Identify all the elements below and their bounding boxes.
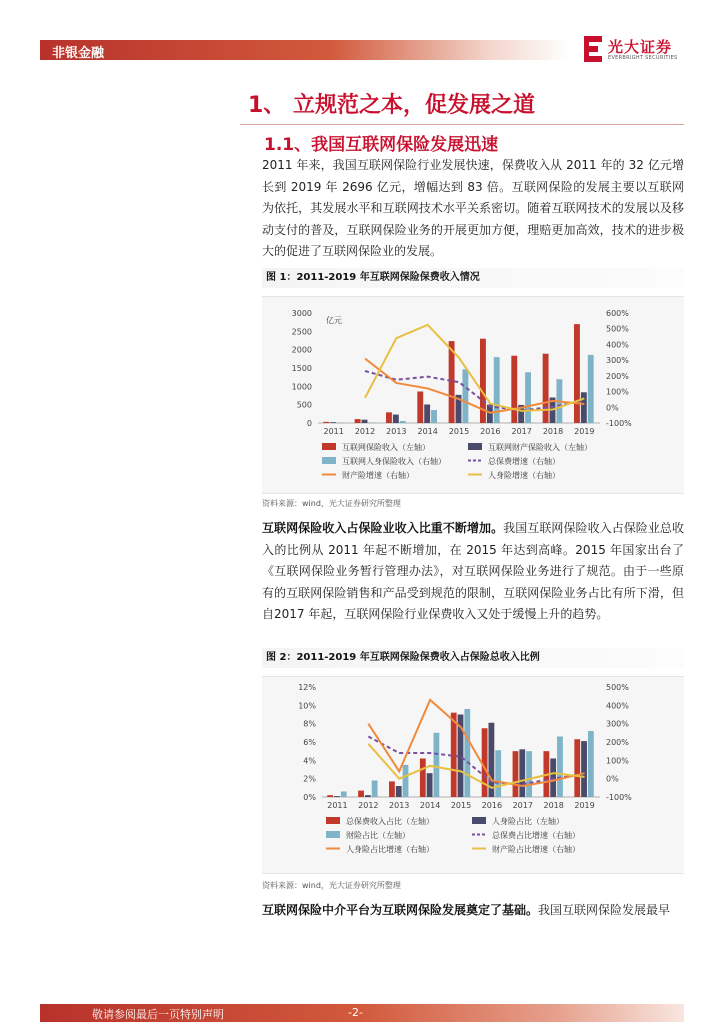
y-right-tick-label: 500% (606, 324, 629, 334)
figure2-chart (262, 676, 684, 874)
legend-label: 互联网人身保险收入（右轴） (342, 457, 446, 466)
bar-mark (427, 773, 433, 797)
brand-subtitle: EVERBRIGHT SECURITIES (608, 55, 678, 61)
bar-mark (495, 750, 501, 797)
bar-mark (365, 795, 371, 797)
bar-mark (355, 419, 361, 423)
x-tick-label: 2017 (511, 427, 532, 436)
x-tick-label: 2013 (389, 801, 410, 810)
bar-mark (574, 739, 580, 797)
legend-swatch (326, 831, 340, 838)
section-label: 非银金融 (52, 46, 105, 61)
legend-label: 总保费增速（右轴） (488, 457, 560, 466)
figure2-source: 资料来源：wind，光大证券研究所整理 (262, 881, 401, 890)
legend-label: 互联网财产保险收入（左轴） (488, 443, 592, 452)
bar-mark (327, 795, 333, 797)
bar-mark (368, 422, 374, 423)
bar-mark (513, 751, 519, 797)
y-right-tick-label: 400% (606, 701, 629, 711)
bar-mark (334, 796, 340, 797)
brand-mark-icon (584, 36, 602, 62)
bar-mark (330, 422, 336, 423)
y-left-tick-label: 4% (303, 756, 316, 766)
y-left-tick-label: 6% (303, 738, 316, 747)
legend-label: 财险占比（左轴） (346, 831, 410, 840)
bar-mark (574, 324, 580, 423)
y-left-tick-label: 2% (303, 774, 316, 784)
x-tick-label: 2018 (543, 801, 564, 810)
y-right-tick-label: 600% (606, 309, 629, 318)
bar-mark (386, 412, 392, 423)
x-tick-label: 2014 (419, 801, 441, 810)
x-tick-label: 2012 (354, 427, 376, 436)
x-tick-label: 2015 (450, 801, 472, 810)
legend-label: 总保费收入占比（左轴） (346, 817, 434, 826)
bar-mark (341, 792, 347, 798)
y-right-tick-label: 400% (606, 340, 629, 350)
legend-label: 人身险占比增速（右轴） (346, 845, 434, 854)
y-left-tick-label: 12% (298, 683, 316, 692)
page-number: -2- (348, 1006, 363, 1019)
footer-disclaimer: 敬请参阅最后一页特别声明 (92, 1008, 224, 1021)
section-heading: 1、 立规范之本，促发展之道 (248, 93, 535, 118)
x-tick-label: 2011 (327, 801, 348, 810)
legend-swatch (472, 817, 486, 824)
x-tick-label: 2018 (542, 427, 564, 436)
y-right-tick-label: 500% (606, 683, 629, 692)
x-tick-label: 2019 (574, 801, 595, 810)
bar-mark (431, 410, 437, 423)
y-right-tick-label: 100% (606, 387, 629, 397)
x-tick-label: 2011 (323, 427, 344, 436)
bar-mark (389, 781, 395, 797)
y-right-tick-label: -100% (606, 793, 632, 802)
y-right-tick-label: 200% (606, 371, 629, 381)
y-right-tick-label: 200% (606, 738, 629, 747)
x-tick-label: 2012 (358, 801, 379, 810)
y-right-tick-label: 100% (606, 756, 629, 766)
page-footer (40, 1004, 684, 1022)
y-left-tick-label: 2500 (291, 327, 312, 337)
y-left-tick-label: 1500 (291, 364, 312, 373)
y-right-tick-label: -100% (606, 419, 632, 428)
y-left-tick-label: 2000 (291, 345, 312, 355)
figure2-svg (262, 677, 684, 873)
subsection-heading: 1.1、我国互联网保险发展迅速 (264, 135, 499, 155)
bar-mark (581, 741, 587, 797)
legend-swatch (468, 443, 482, 450)
bar-mark (511, 356, 517, 423)
bar-mark (424, 404, 430, 423)
bar-mark (581, 392, 587, 423)
bar-mark (400, 421, 406, 423)
bar-mark (362, 420, 368, 423)
legend-swatch (322, 443, 336, 450)
figure2-title: 图 2：2011-2019 年互联网保险保费收入占保险总收入比例 (262, 648, 684, 668)
paragraph-intro: 2011 年来，我国互联网保险行业发展快速，保费收入从 2011 年的 32 亿元增长到 2019 年 2696 亿元，增幅达到 83 倍。互联网保险的发展主要以互联网为依托，其发展水平和互联网技术水平关系密切。随着互联网技术的发展以及移动支付的普及，互联网保险业务的开展更加方便，理赔更加高效，技术的进步极大的促进了互联网保险业的发展。 (262, 158, 684, 258)
brand-logo (584, 34, 694, 68)
bar-mark (396, 786, 402, 797)
bar-mark (462, 369, 468, 423)
x-tick-label: 2015 (448, 427, 470, 436)
legend-label: 人身险增速（右轴） (488, 471, 560, 480)
legend-label: 总保费占比增速（右轴） (492, 831, 580, 840)
bar-mark (494, 357, 500, 423)
y-left-tick-label: 1000 (291, 382, 312, 392)
x-tick-label: 2013 (386, 427, 407, 436)
unit-label: 亿元 (326, 316, 342, 325)
y-right-tick-label: 0% (606, 403, 619, 413)
bar-mark (543, 354, 549, 423)
paragraph-share-lead: 互联网保险收入占保险业收入比重不断增加。 (262, 521, 504, 535)
bar-mark (525, 372, 531, 423)
bar-mark (323, 422, 329, 423)
paragraph-share (262, 518, 684, 626)
y-right-tick-label: 0% (606, 774, 619, 784)
y-left-tick-label: 3000 (291, 309, 312, 318)
y-left-tick-label: 0 (306, 419, 312, 428)
paragraph-platform-body: 我国互联网保险发展最早 (538, 903, 671, 917)
legend-label: 财产险占比增速（右轴） (492, 845, 580, 854)
bar-mark (588, 731, 594, 797)
brand-name: 光大证券 (608, 38, 673, 56)
bar-mark (403, 765, 409, 797)
legend-swatch (322, 457, 336, 464)
x-tick-label: 2017 (512, 801, 533, 810)
y-right-tick-label: 300% (606, 719, 629, 729)
legend-label: 人身险占比（左轴） (492, 817, 564, 826)
bar-mark (420, 759, 426, 798)
bar-mark (417, 392, 423, 423)
heading-divider (240, 124, 684, 125)
x-tick-label: 2019 (574, 427, 595, 436)
paragraph-platform (262, 900, 684, 922)
bar-mark (464, 709, 470, 797)
x-tick-label: 2016 (480, 427, 501, 436)
figure1-source: 资料来源：wind，光大证券研究所整理 (262, 499, 401, 508)
y-left-tick-label: 10% (298, 701, 316, 711)
y-left-tick-label: 8% (303, 719, 316, 729)
paragraph-share-body: 我国互联网保险收入占保险业总收入的比例从 2011 年起不断增加，在 2015 年达到高峰。2015 年国家出台了《互联网保险业务暂行管理办法》，对互联网保险业务进行了规范。由于一些原有的互联网保险销售和产品受到规范的限制，互联网保险业务占比有所下滑，但自2017 年起，互联网保险行业保费收入又处于缓慢上升的趋势。 (262, 521, 684, 621)
bar-mark (358, 791, 364, 797)
bar-mark (588, 355, 594, 423)
figure1-chart (262, 296, 684, 494)
y-right-tick-label: 300% (606, 356, 629, 366)
y-left-tick-label: 0% (303, 793, 316, 802)
bar-mark (526, 751, 532, 797)
x-tick-label: 2016 (481, 801, 503, 810)
legend-label: 财产险增速（右轴） (342, 471, 414, 480)
bar-mark (393, 415, 399, 423)
bar-mark (557, 737, 563, 798)
bar-mark (434, 733, 440, 797)
y-left-tick-label: 500 (296, 400, 312, 410)
section-banner (40, 40, 570, 60)
bar-mark (519, 749, 525, 797)
figure1-title: 图 1：2011-2019 年互联网保险保费收入情况 (262, 268, 684, 288)
x-tick-label: 2014 (417, 427, 438, 436)
figure1-svg (262, 297, 684, 493)
legend-label: 互联网保险收入（左轴） (342, 443, 430, 452)
bar-mark (372, 781, 378, 798)
legend-swatch (326, 817, 340, 824)
paragraph-platform-lead: 互联网保险中介平台为互联网保险发展奠定了基础。 (262, 903, 539, 917)
